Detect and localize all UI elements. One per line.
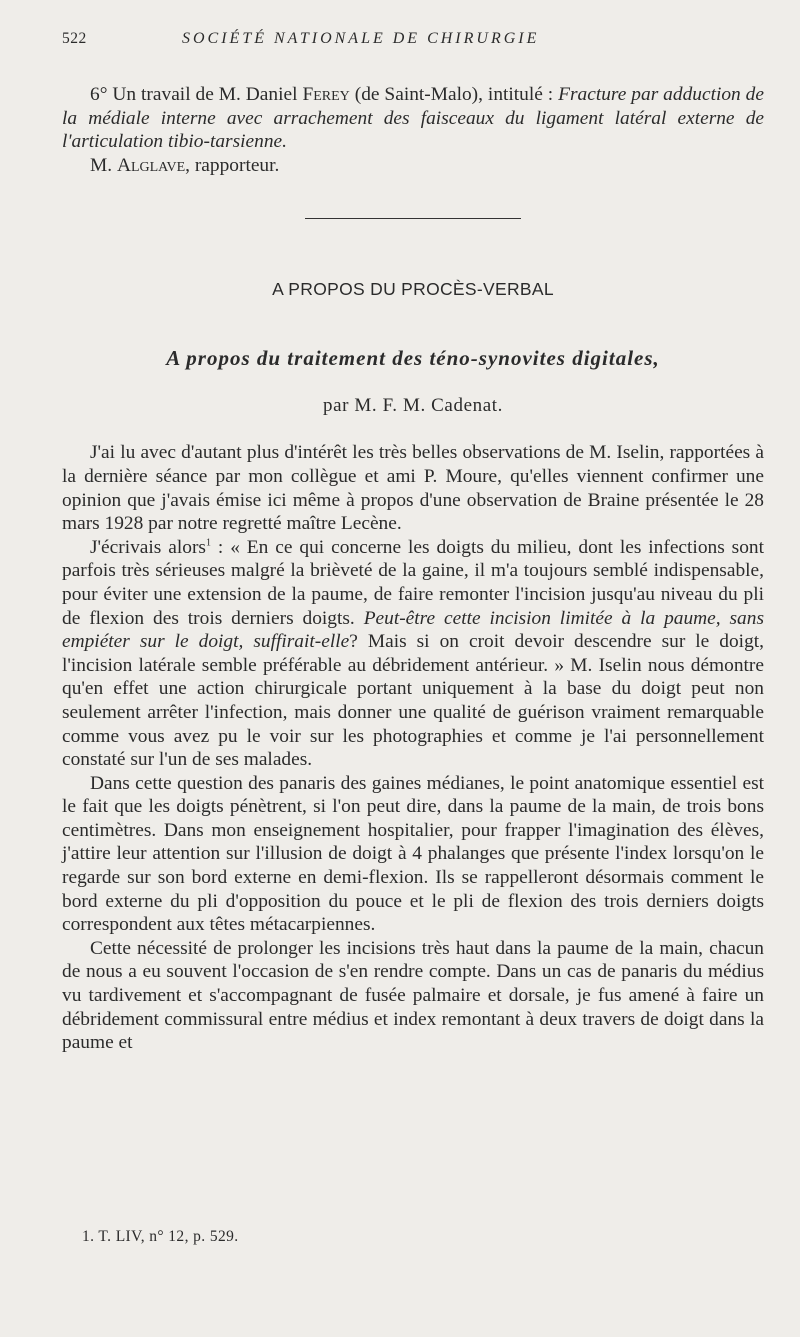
article-body [62, 441, 764, 1054]
footnote-marker: 1 [205, 537, 211, 549]
rapporteur-suffix: , rapporteur. [185, 154, 280, 176]
paragraph-1: J'ai lu avec d'autant plus d'intérêt les très belles observations de M. Iselin, rapportées à la dernière séance par mon collègue et ami P. Moure, qu'elles viennent confirmer une opinion que j'avais émise ici même à propos d'une observation de Braine présentée le 28 mars 1928 par notre regretté maître Lecène. [62, 442, 764, 535]
agenda-item [62, 83, 764, 177]
item-author: Ferey [302, 84, 350, 105]
paragraph-2 [62, 536, 764, 772]
article-title: A propos du traitement des téno-synovites digitales, [166, 346, 660, 371]
footnote: 1. T. LIV, n° 12, p. 529. [82, 1228, 239, 1245]
paragraph-2-quote: : « En ce qui concerne les doigts du milieu, dont les infections sont parfois très sérieuses malgré la brièveté de la gaine, il m'a toujours semblé indispensable, pour éviter une extension de la paume, de faire remonter l'incision jusqu'au niveau du pli de flexion des trois derniers doigts. [62, 536, 765, 629]
page [62, 30, 764, 1055]
article-byline: par M. F. M. Cadenat. [323, 395, 503, 417]
paragraph-2-italic: Peut-être cette incision limitée à la paume, sans empiéter sur le doigt, suffirait-elle [62, 607, 764, 653]
item-text: Un travail de M. Daniel [112, 84, 298, 105]
paragraph-2-start: J'écrivais alors [90, 536, 206, 558]
section-heading: A PROPOS DU PROCÈS-VERBAL [272, 279, 554, 300]
running-head [62, 30, 764, 66]
item-work-title: Fracture par adduction de la médiale interne avec arrachement des faisceaux du ligament latéral externe de l'articulation tibio-tarsienne. [62, 84, 764, 153]
agenda-item-text [62, 83, 764, 154]
item-number: 6° [90, 84, 108, 105]
rapporteur-prefix: M. [90, 154, 113, 176]
rapporteur-name: Alglave [116, 154, 186, 176]
page-number: 522 [62, 30, 87, 47]
paragraph-3: Dans cette question des panaris des gaines médianes, le point anatomique essentiel est le fait que les doigts pénètrent, si l'on peut dire, dans la paume de la main, de trois bons centimètres. Dans mon enseignement hospitalier, pour frapper l'imagination des élèves, j'attire leur attention sur l'illusion de doigt à 4 phalanges que présente l'index lorsqu'on le regarde sur son bord externe en demi-flexion. Ils se rappelleront désormais comment le bord externe du pli d'opposition du pouce et le pli de flexion des trois derniers doigts correspondent aux têtes métacarpiennes. [62, 772, 764, 936]
journal-title: SOCIÉTÉ NATIONALE DE CHIRURGIE [182, 30, 540, 47]
rapporteur-line [62, 154, 764, 178]
paragraph-4: Cette nécessité de prolonger les incisions très haut dans la paume de la main, chacun de nous a eu souvent l'occasion de s'en rendre compte. Dans un cas de panaris du médius vu tardivement et s'accompagnant de fusée palmaire et dorsale, je fus amené à faire un débridement commissural entre médius et index remontant à deux travers de doigt dans la paume et [62, 937, 764, 1054]
paragraph-2-end: ? Mais si on croit devoir descendre sur le doigt, l'incision latérale semble préférable au débridement antérieur. » M. Iselin nous démontre qu'en effet une action chirurgicale portant uniquement à la base du doigt peut non seulement arrêter l'infection, mais donner une qualité de guérison vraiment remarquable comme vous avez pu le voir sur les photographies et comme je l'ai personnellement constaté sur l'un de ses malades. [62, 631, 765, 771]
item-origin: (de Saint-Malo), intitulé : [354, 84, 554, 105]
separator-rule [305, 218, 521, 219]
